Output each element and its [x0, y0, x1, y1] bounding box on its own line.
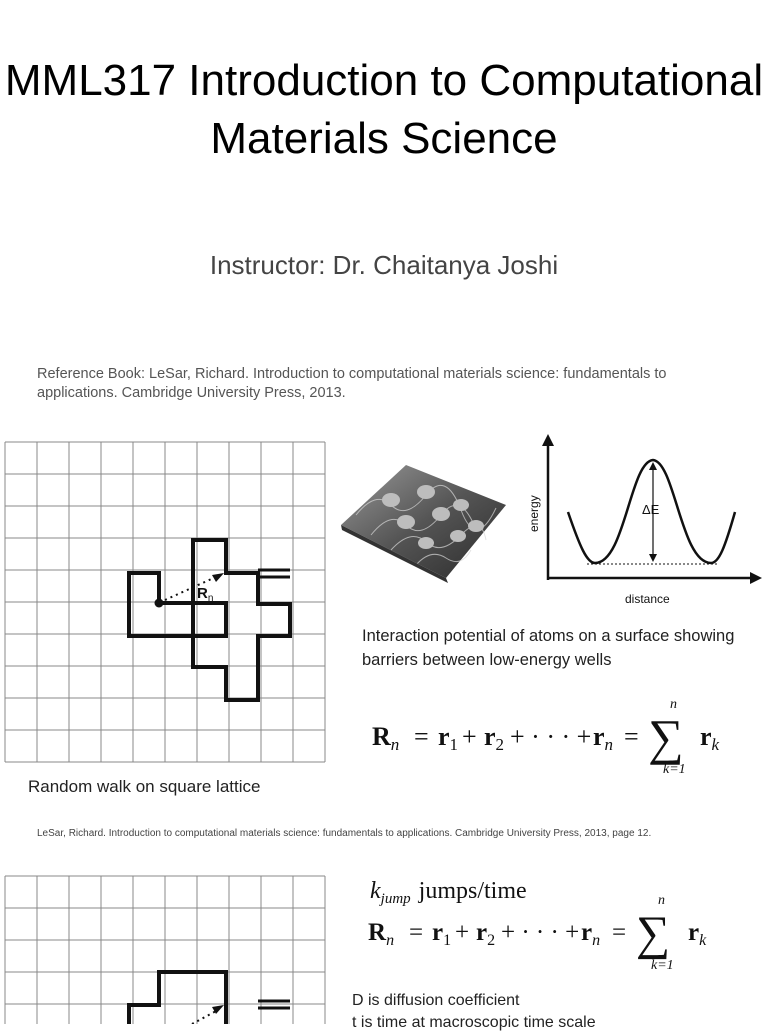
displacement-equation — [370, 692, 730, 782]
svg-text:Rn: Rn — [372, 722, 400, 754]
potential-surface-image — [336, 450, 516, 585]
svg-text:kjumpjumps/time: $k_{jump}$ jumps/time — [370, 878, 527, 906]
svg-text:rn: rn — [593, 722, 614, 754]
rn-label: $R_n$ — [197, 585, 214, 604]
slide-title: MML317 Introduction to Computational Materials Science — [4, 56, 764, 163]
svg-text:rk: $r_k$ — [688, 919, 707, 949]
reference-book: Reference Book: LeSar, Richard. Introduction to computational materials science: fundamentals to applications. Cambridge University Press, 2013. — [37, 366, 667, 401]
svg-text:=: = — [409, 919, 424, 946]
svg-text:rn: $r_n$ — [581, 919, 601, 949]
diffusion-note — [352, 990, 596, 1034]
instructor-line: Instructor: Dr. Chaitanya Joshi — [209, 250, 559, 280]
svg-text:r2: r2 — [484, 722, 505, 754]
svg-text:Rn: $R_n$ — [368, 919, 395, 949]
displacement-equation-repeat — [366, 890, 726, 978]
diffusion-note-line1: D is diffusion coefficient — [352, 992, 520, 1009]
random-walk-lattice-repeat — [0, 872, 330, 1024]
random-walk-caption: Random walk on square lattice — [28, 777, 261, 796]
surface-caption: Interaction potential of atoms on a surface showing barriers between low-energy wells — [362, 627, 735, 669]
svg-text:k=1: k=1 — [663, 762, 686, 777]
svg-text:k=1: k=1 — [651, 958, 674, 973]
energy-axis-label: energy — [527, 495, 541, 532]
distance-axis-label: distance — [625, 592, 670, 606]
footnote-citation: LeSar, Richard. Introduction to computational materials science: fundamentals to applications. Cambridge University Press, 2013, page 12. — [37, 828, 652, 839]
svg-text:=: = — [612, 919, 627, 946]
energy-barrier-plot — [525, 432, 768, 612]
svg-text:∑: ∑ — [648, 709, 684, 765]
svg-text:+: + — [455, 919, 470, 946]
svg-text:+ · · · +: + · · · + — [501, 919, 580, 946]
svg-text:r1: r1 — [438, 722, 459, 754]
svg-text:=: = — [414, 722, 429, 751]
svg-text:+: + — [462, 722, 477, 751]
svg-text:n: n — [658, 893, 665, 908]
svg-text:+ · · · +: + · · · + — [510, 722, 592, 751]
svg-text:=: = — [624, 722, 639, 751]
svg-text:r2: $r_2$ — [476, 919, 496, 949]
delta-e-label: ΔE — [642, 502, 660, 517]
random-walk-lattice — [0, 440, 330, 770]
diffusion-note-line2: t is time at macroscopic time scale — [352, 1014, 596, 1031]
random-walk-path — [129, 540, 290, 700]
svg-text:rk: rk — [700, 722, 720, 754]
svg-text:r1: $r_1$ — [432, 919, 452, 949]
svg-text:∑: ∑ — [636, 907, 671, 960]
svg-text:n: n — [670, 697, 677, 712]
